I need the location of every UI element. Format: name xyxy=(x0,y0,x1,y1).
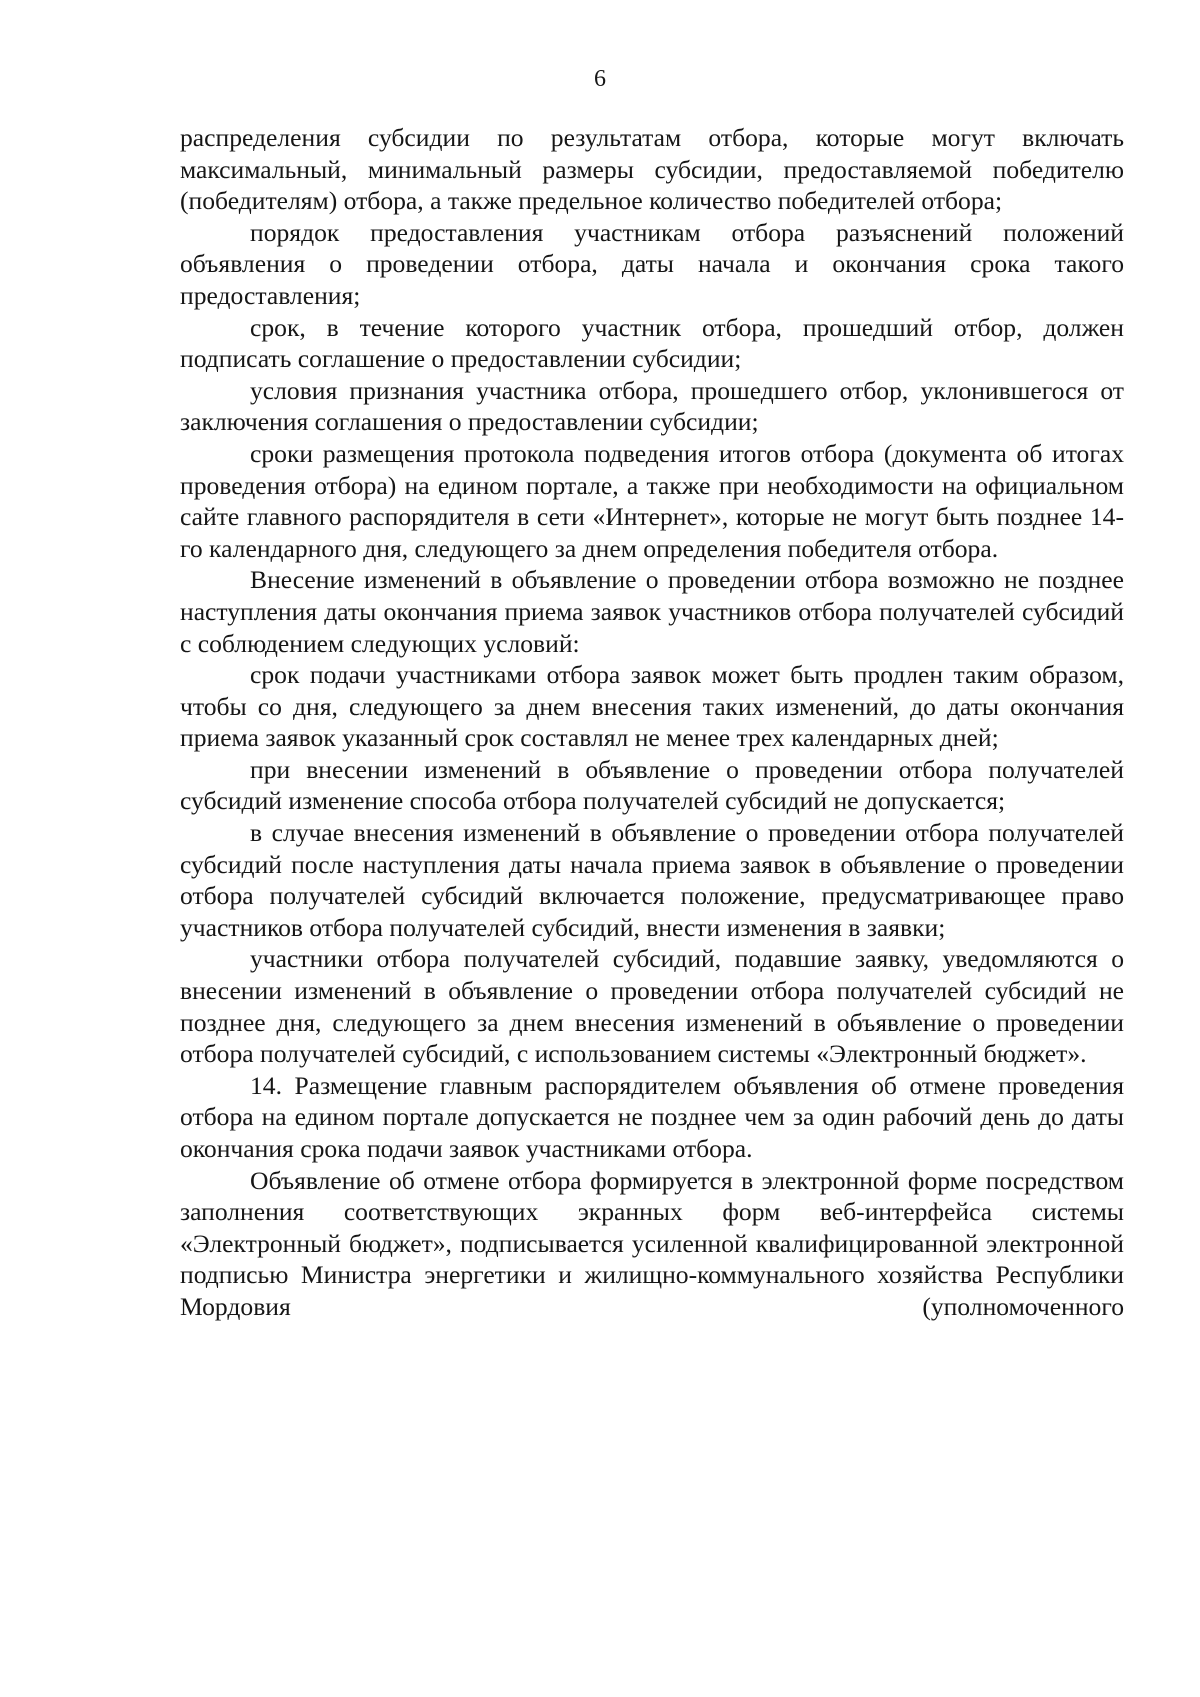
paragraph: условия признания участника отбора, прошедшего отбор, уклонившегося от заключения соглашения о предоставлении субсидии; xyxy=(180,375,1124,437)
paragraph: участники отбора получателей субсидий, подавшие заявку, уведомляются о внесении изменений в объявление о проведении отбора получателей субсидий не позднее дня, следующего за днем внесения изменений в объявление о проведении отбора получателей субсидий, с использованием системы «Электронный бюджет». xyxy=(180,944,1124,1069)
paragraph: срок, в течение которого участник отбора, прошедший отбор, должен подписать соглашение о предоставлении субсидии; xyxy=(180,312,1124,374)
paragraph: сроки размещения протокола подведения итогов отбора (документа об итогах проведения отбора) на едином портале, а также при необходимости на официальном сайте главного распорядителя в сети «Интернет», которые не могут быть позднее 14-го календарного дня, следующего за днем определения победителя отбора. xyxy=(180,438,1124,563)
paragraph: 14. Размещение главным распорядителем объявления об отмене проведения отбора на едином портале допускается не позднее чем за один рабочий день до даты окончания срока подачи заявок участниками отбора. xyxy=(180,1070,1124,1163)
paragraph: срок подачи участниками отбора заявок может быть продлен таким образом, чтобы со дня, следующего за днем внесения таких изменений, до даты окончания приема заявок указанный срок составлял не менее трех календарных дней; xyxy=(180,660,1124,753)
document-body xyxy=(180,122,1124,1323)
paragraph: распределения субсидии по результатам отбора, которые могут включать максимальный, минимальный размеры субсидии, предоставляемой победителю (победителям) отбора, а также предельное количество победителей отбора; xyxy=(180,123,1124,216)
paragraph: порядок предоставления участникам отбора разъяснений положений объявления о проведении отбора, даты начала и окончания срока такого предоставления; xyxy=(180,217,1124,310)
paragraph: при внесении изменений в объявление о проведении отбора получателей субсидий изменение способа отбора получателей субсидий не допускается; xyxy=(180,754,1124,816)
paragraph: Объявление об отмене отбора формируется в электронной форме посредством заполнения соответствующих экранных форм веб-интерфейса системы «Электронный бюджет», подписывается усиленной квалифицированной электронной подписью Министра энергетики и жилищно-коммунального хозяйства Республики Мордовия (уполномоченного xyxy=(180,1165,1124,1321)
page-number: 6 xyxy=(594,66,606,92)
paragraph: в случае внесения изменений в объявление о проведении отбора получателей субсидий после наступления даты начала приема заявок в объявление о проведении отбора получателей субсидий включается положение, предусматривающее право участников отбора получателей субсидий, внести изменения в заявки; xyxy=(180,818,1124,942)
paragraph: Внесение изменений в объявление о проведении отбора возможно не позднее наступления даты окончания приема заявок участников отбора получателей субсидий с соблюдением следующих условий: xyxy=(180,565,1124,658)
